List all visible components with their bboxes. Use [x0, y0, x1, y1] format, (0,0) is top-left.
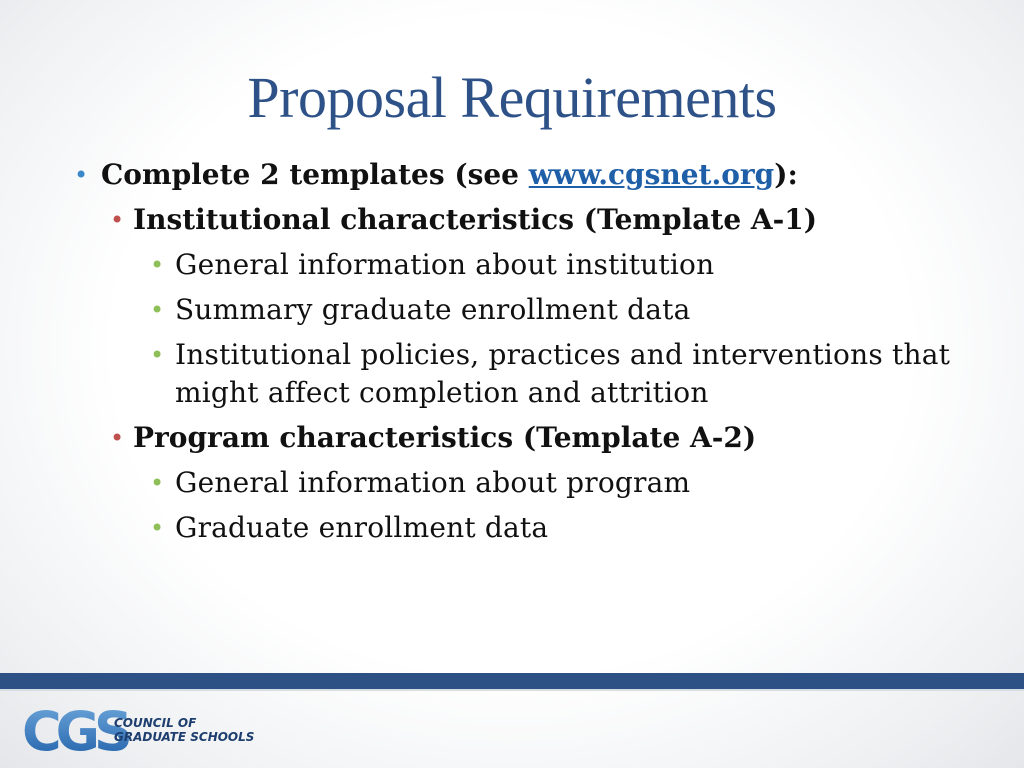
bullet-dot: •: [150, 514, 165, 542]
bullet-summary-enrollment: Summary graduate enrollment data: [175, 293, 691, 326]
bullet-general-info-institution: General information about institution: [175, 248, 715, 281]
cgs-logo: [22, 700, 282, 758]
bullet-dot: •: [110, 424, 125, 452]
footer-divider: [0, 689, 1024, 691]
slide-title: Proposal Requirements: [247, 65, 777, 130]
bullet-dot: •: [150, 296, 165, 324]
bullet-policies-line1: Institutional policies, practices and interventions that: [175, 338, 951, 371]
logo-line2: GRADUATE SCHOOLS: [114, 730, 255, 744]
bullet-dot: •: [150, 341, 165, 369]
bullet-program-characteristics: Program characteristics (Template A-2): [133, 421, 757, 454]
bullet-dot: •: [150, 469, 165, 497]
bullet-dot: •: [74, 161, 89, 189]
logo-line1: COUNCIL OF: [114, 716, 197, 730]
bullet-graduate-enrollment: Graduate enrollment data: [175, 511, 549, 544]
bullet-dot: •: [110, 206, 125, 234]
bullet-complete-templates: [101, 157, 798, 193]
bullet-institutional-characteristics: Institutional characteristics (Template A-1): [133, 203, 817, 236]
bullet-policies-line2: might affect completion and attrition: [175, 376, 709, 409]
bullet-general-info-program: General information about program: [175, 466, 691, 499]
bullet-text-suffix: ):: [774, 158, 798, 191]
bullet-dot: •: [150, 251, 165, 279]
bullet-text: Complete 2 templates (see: [101, 158, 529, 191]
logo-letters: CGS: [22, 700, 127, 758]
cgsnet-link[interactable]: www.cgsnet.org: [528, 158, 775, 191]
footer-bar: [0, 673, 1024, 689]
